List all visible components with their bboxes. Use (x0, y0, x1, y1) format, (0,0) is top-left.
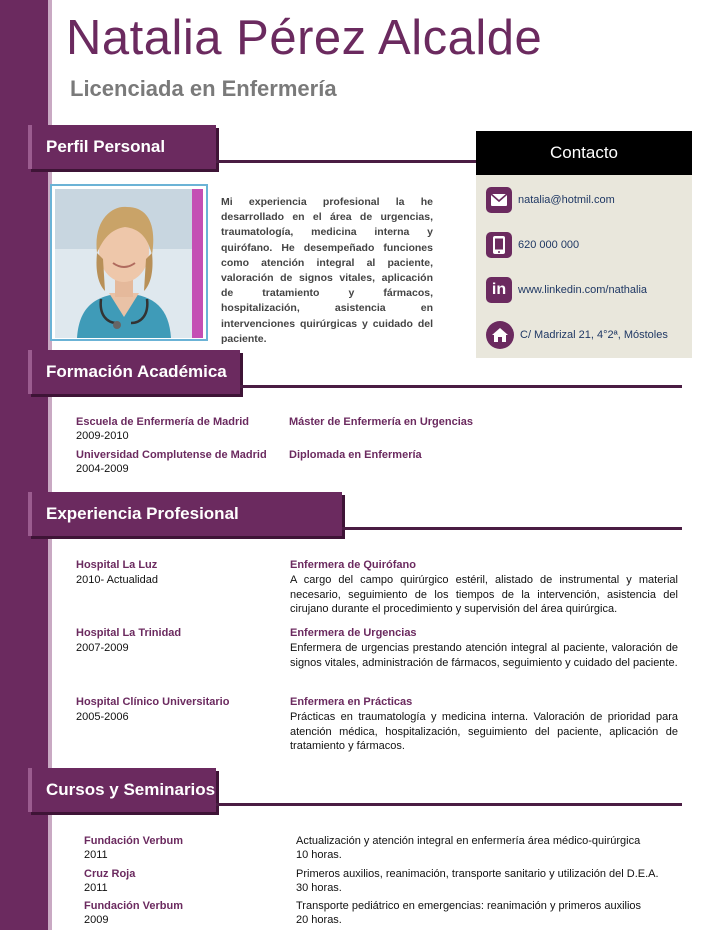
perfil-text: Mi experiencia profesional la he desarrollado en el área de urgencias, traumatología, medicina interna y quirófano. He desempeñado funciones como atención integral al paciente, valoración de signos vitales, aplicación de tratamiento y fármacos, hospitalización, asistencia en intervenciones quirúrgicas y cuidado del paciente. (221, 196, 433, 345)
formacion-degree: Diplomada en Enfermería (289, 449, 422, 461)
section-experiencia-line (342, 527, 682, 530)
experiencia-role: Enfermera en Prácticas (290, 696, 413, 708)
contact-address: C/ Madrizal 21, 4°2ª, Móstoles (520, 329, 668, 341)
experiencia-desc: A cargo del campo quirúrgico estéril, alistado de instrumental y material necesario, seguimiento de los tiempos de la intervención, asistencia del cirujano durante el procedimiento y supervisión del área quirúrgica. (290, 574, 678, 616)
email-icon (486, 187, 512, 213)
experiencia-place: Hospital Clínico Universitario (76, 696, 230, 708)
candidate-subtitle: Licenciada en Enfermería (70, 76, 337, 101)
contact-phone-row[interactable] (486, 232, 579, 258)
formacion-school: Universidad Complutense de Madrid (76, 449, 267, 461)
experiencia-desc: Prácticas en traumatología y medicina interna. Valoración de prioridad para atención médica, hospitalización, seguimiento del paciente, aplicación de tratamiento y fármacos. (290, 711, 678, 753)
section-formacion-line (240, 385, 682, 388)
formacion-degree: Máster de Enfermería en Urgencias (289, 416, 474, 428)
curso-org: Fundación Verbum (84, 900, 184, 912)
curso-year: 2011 (84, 849, 108, 861)
section-perfil-line (216, 160, 478, 163)
contact-linkedin-row[interactable] (486, 277, 647, 303)
curso-name: Primeros auxilios, reanimación, transporte sanitario y utilización del D.E.A. (296, 868, 659, 880)
formacion-school: Escuela de Enfermería de Madrid (76, 416, 250, 428)
contact-address-row (486, 321, 668, 349)
contact-linkedin[interactable]: www.linkedin.com/nathalia (518, 284, 648, 296)
section-experiencia-heading: Experiencia Profesional (28, 492, 342, 536)
experiencia-role: Enfermera de Quirófano (290, 559, 416, 571)
curso-hours: 30 horas. (296, 882, 342, 894)
linkedin-icon (486, 277, 512, 303)
curso-year: 2009 (84, 914, 109, 926)
home-icon (486, 321, 514, 349)
profile-photo (55, 189, 193, 338)
formacion-years: 2004-2009 (76, 463, 129, 475)
contact-email[interactable]: natalia@hotmil.com (518, 194, 615, 206)
experiencia-desc: Enfermera de urgencias prestando atención integral al paciente, valoración de signos vitales, administración de fármacos, seguimiento y cuidado del paciente. (290, 642, 678, 669)
curso-hours: 20 horas. (296, 914, 342, 926)
linkedin-icon-glyph: in (491, 281, 507, 298)
experiencia-place: Hospital La Trinidad (76, 627, 182, 639)
curso-org: Fundación Verbum (84, 835, 184, 847)
section-perfil-heading: Perfil Personal (28, 125, 216, 169)
experiencia-place: Hospital La Luz (76, 559, 158, 571)
contact-heading: Contacto (476, 131, 692, 175)
experiencia-years: 2005-2006 (76, 711, 129, 723)
curso-hours: 10 horas. (296, 849, 342, 861)
experiencia-years: 2010- Actualidad (76, 574, 158, 586)
section-cursos-heading: Cursos y Seminarios (28, 768, 216, 812)
curso-org: Cruz Roja (84, 868, 136, 880)
experiencia-role: Enfermera de Urgencias (290, 627, 417, 639)
formacion-years: 2009-2010 (76, 430, 129, 442)
contact-box (476, 131, 692, 358)
phone-icon (486, 232, 512, 258)
curso-year: 2011 (84, 882, 108, 894)
experiencia-years: 2007-2009 (76, 642, 129, 654)
profile-photo-frame (50, 184, 208, 341)
section-cursos-line (216, 803, 682, 806)
candidate-name: Natalia Pérez Alcalde (66, 11, 543, 65)
photo-accent-bar (192, 189, 203, 338)
contact-phone[interactable]: 620 000 000 (518, 239, 580, 251)
section-formacion-heading: Formación Académica (28, 350, 240, 394)
contact-email-row[interactable] (486, 187, 615, 213)
curso-name: Transporte pediátrico en emergencias: reanimación y primeros auxilios (296, 900, 642, 912)
curso-name: Actualización y atención integral en enfermería área médico-quirúrgica (296, 835, 641, 847)
